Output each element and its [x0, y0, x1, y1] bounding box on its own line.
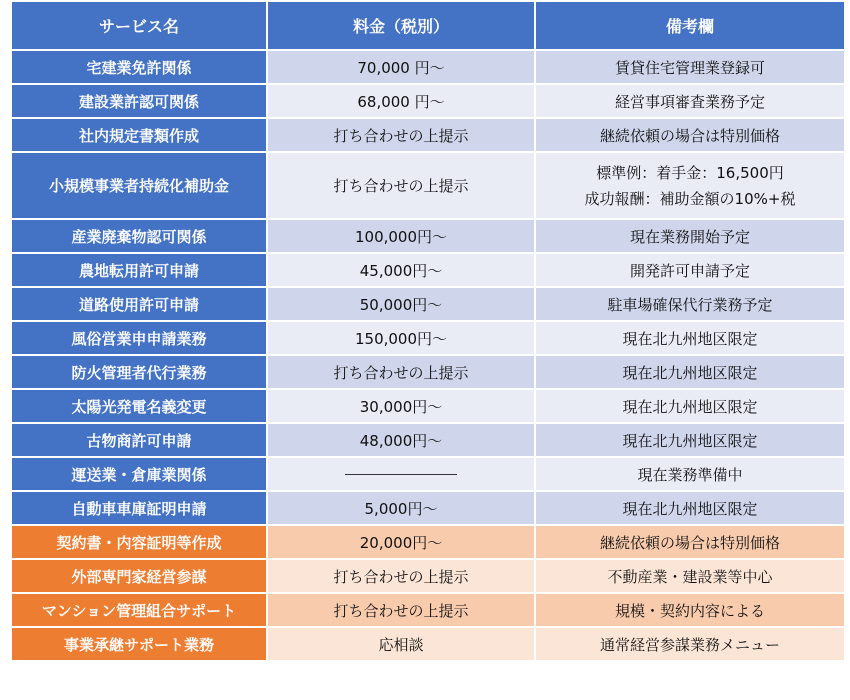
note-cell: 通常経営参謀業務メニュー [536, 628, 844, 660]
table-row [12, 85, 844, 117]
table-row [12, 492, 844, 524]
note-cell: 現在北九州地区限定 [536, 356, 844, 388]
note-line-1: 標準例：着手金：16,500円 [596, 163, 784, 182]
note-cell: 規模・契約内容による [536, 594, 844, 626]
service-name: 道路使用許可申請 [12, 288, 266, 320]
header-notes: 備考欄 [536, 2, 844, 49]
price-cell: 打ち合わせの上提示 [268, 594, 534, 626]
dash-line [345, 474, 457, 475]
service-name: 農地転用許可申請 [12, 254, 266, 286]
note-cell: 駐車場確保代行業務予定 [536, 288, 844, 320]
table-row [12, 254, 844, 286]
note-line-2: 成功報酬：補助金額の10%+税 [584, 189, 796, 208]
note-cell: 継続依頼の場合は特別価格 [536, 526, 844, 558]
service-name: 防火管理者代行業務 [12, 356, 266, 388]
price-cell: 20,000円〜 [268, 526, 534, 558]
service-name: 契約書・内容証明等作成 [12, 526, 266, 558]
price-cell: 50,000円〜 [268, 288, 534, 320]
note-cell: 不動産業・建設業等中心 [536, 560, 844, 592]
note-cell: 現在北九州地区限定 [536, 492, 844, 524]
service-name: 古物商許可申請 [12, 424, 266, 456]
header-service: サービス名 [12, 2, 266, 49]
service-name: 小規模事業者持続化補助金 [12, 153, 266, 218]
table-row [12, 356, 844, 388]
service-name: 太陽光発電名義変更 [12, 390, 266, 422]
price-cell: 応相談 [268, 628, 534, 660]
service-name: 自動車車庫証明申請 [12, 492, 266, 524]
note-cell: 現在北九州地区限定 [536, 390, 844, 422]
table-row [12, 594, 844, 626]
note-cell: 現在北九州地区限定 [536, 322, 844, 354]
service-name: 宅建業免許関係 [12, 51, 266, 83]
service-name: マンション管理組合サポート [12, 594, 266, 626]
price-cell: 68,000 円〜 [268, 85, 534, 117]
price-cell: 150,000円〜 [268, 322, 534, 354]
service-name: 産業廃棄物認可関係 [12, 220, 266, 252]
table-row [12, 526, 844, 558]
price-cell: 打ち合わせの上提示 [268, 560, 534, 592]
price-cell: 打ち合わせの上提示 [268, 153, 534, 218]
table-row [12, 288, 844, 320]
header-price: 料金（税別） [268, 2, 534, 49]
note-cell: 賃貸住宅管理業登録可 [536, 51, 844, 83]
table-row [12, 153, 844, 218]
service-name: 事業承継サポート業務 [12, 628, 266, 660]
table-row [12, 628, 844, 660]
note-cell: 経営事項審査業務予定 [536, 85, 844, 117]
price-cell: 70,000 円〜 [268, 51, 534, 83]
price-cell: 30,000円〜 [268, 390, 534, 422]
price-cell: 100,000円〜 [268, 220, 534, 252]
note-cell: 現在業務準備中 [536, 458, 844, 490]
service-name: 風俗営業申申請業務 [12, 322, 266, 354]
header-row [12, 2, 844, 49]
price-cell: 5,000円〜 [268, 492, 534, 524]
table-row [12, 220, 844, 252]
service-name: 外部専門家経営参謀 [12, 560, 266, 592]
note-cell: 継続依頼の場合は特別価格 [536, 119, 844, 151]
table-row [12, 458, 844, 490]
note-cell: 現在業務開始予定 [536, 220, 844, 252]
price-cell: 45,000円〜 [268, 254, 534, 286]
service-name: 社内規定書類作成 [12, 119, 266, 151]
price-cell: 打ち合わせの上提示 [268, 356, 534, 388]
table-row [12, 119, 844, 151]
table-row [12, 322, 844, 354]
note-cell [536, 153, 844, 218]
price-table [10, 0, 846, 662]
price-cell: 打ち合わせの上提示 [268, 119, 534, 151]
price-cell: 48,000円〜 [268, 424, 534, 456]
service-name: 建設業許認可関係 [12, 85, 266, 117]
table-row [12, 560, 844, 592]
note-cell: 開発許可申請予定 [536, 254, 844, 286]
service-name: 運送業・倉庫業関係 [12, 458, 266, 490]
note-cell: 現在北九州地区限定 [536, 424, 844, 456]
table-row [12, 390, 844, 422]
price-cell [268, 458, 534, 490]
table-row [12, 424, 844, 456]
table-row [12, 51, 844, 83]
